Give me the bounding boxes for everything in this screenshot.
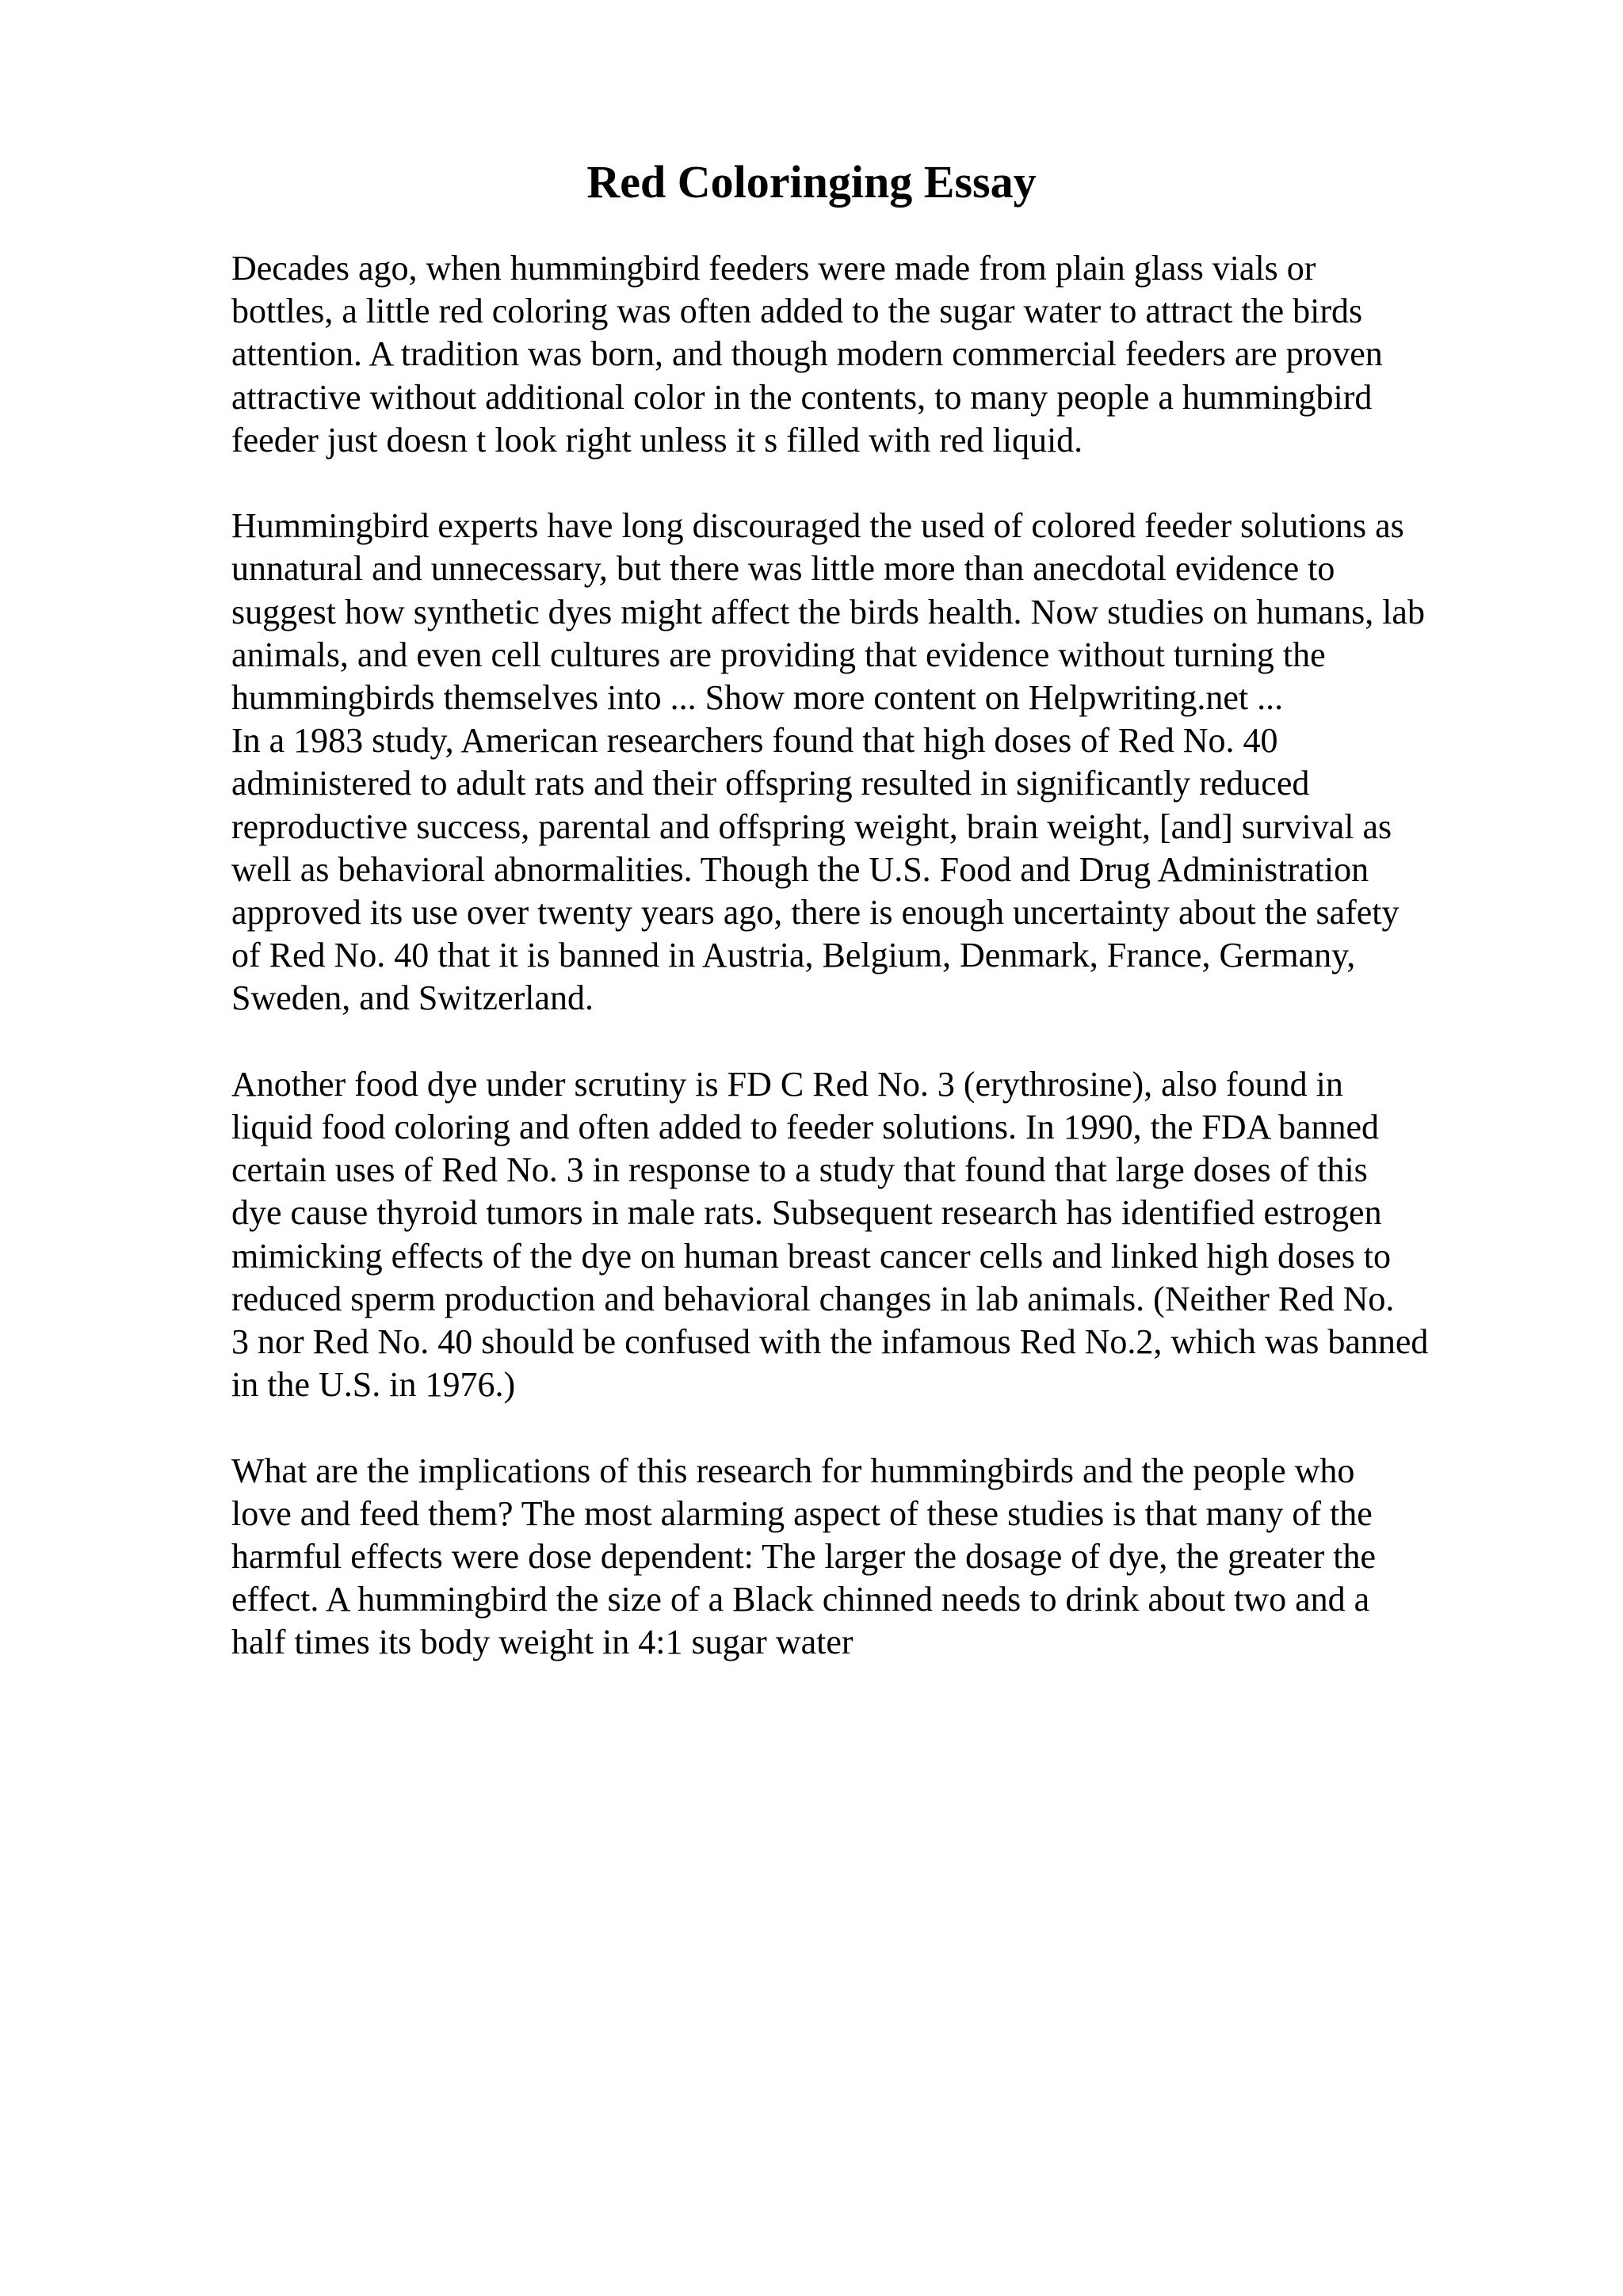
text-line: of Red No. 40 that it is banned in Austria, Belgium, Denmark, France, Germany, xyxy=(231,936,1356,975)
text-line: Hummingbird experts have long discouraged the used of colored feeder solutions as xyxy=(231,506,1404,546)
text-line: suggest how synthetic dyes might affect the birds health. Now studies on humans, lab xyxy=(231,592,1425,631)
text-line: well as behavioral abnormalities. Though the U.S. Food and Drug Administration xyxy=(231,849,1369,889)
text-line: bottles, a little red coloring was often added to the sugar water to attract the birds xyxy=(231,292,1363,331)
text-line: approved its use over twenty years ago, there is enough uncertainty about the safety xyxy=(231,893,1400,933)
text-line: half times its body weight in 4:1 sugar water xyxy=(231,1623,854,1662)
text-line: In a 1983 study, American researchers found that high doses of Red No. 40 xyxy=(231,721,1278,761)
text-line: dye cause thyroid tumors in male rats. Subsequent research has identified estrogen xyxy=(231,1193,1382,1233)
paragraph-4 xyxy=(231,1450,1539,1665)
text-line: Decades ago, when hummingbird feeders were made from plain glass vials or xyxy=(231,249,1316,288)
text-line: liquid food coloring and often added to feeder solutions. In 1990, the FDA banned xyxy=(231,1108,1380,1147)
text-line: feeder just doesn t look right unless it s filled with red liquid. xyxy=(231,420,1083,460)
text-line: mimicking effects of the dye on human breast cancer cells and linked high doses to xyxy=(231,1236,1391,1276)
text-line: Sweden, and Switzerland. xyxy=(231,978,594,1018)
text-line: in the U.S. in 1976.) xyxy=(231,1365,516,1405)
text-line: harmful effects were dose dependent: The larger the dosage of dye, the greater the xyxy=(231,1537,1377,1577)
text-line: hummingbirds themselves into ... Show more content on Helpwriting.net ... xyxy=(231,678,1284,718)
text-line: reduced sperm production and behavioral changes in lab animals. (Neither Red No. xyxy=(231,1279,1395,1318)
text-line: animals, and even cell cultures are providing that evidence without turning the xyxy=(231,635,1326,674)
text-line: reproductive success, parental and offspring weight, brain weight, [and] survival as xyxy=(231,807,1392,846)
paragraph-3 xyxy=(231,1063,1539,1407)
text-line: administered to adult rats and their offspring resulted in significantly reduced xyxy=(231,764,1310,803)
text-line: Another food dye under scrutiny is FD C Red No. 3 (erythrosine), also found in xyxy=(231,1064,1343,1104)
paragraph-gap xyxy=(231,1020,1539,1063)
paragraph-1 xyxy=(231,247,1539,462)
paragraph-gap xyxy=(231,1406,1539,1449)
text-line: What are the implications of this research for hummingbirds and the people who xyxy=(231,1451,1355,1490)
page-title: Red Coloringing Essay xyxy=(586,156,1037,208)
text-line: attention. A tradition was born, and though modern commercial feeders are proven xyxy=(231,334,1383,374)
text-line: love and feed them? The most alarming aspect of these studies is that many of the xyxy=(231,1493,1373,1533)
essay-body xyxy=(231,247,1539,1665)
paragraph-gap xyxy=(231,462,1539,505)
text-line: effect. A hummingbird the size of a Black chinned needs to drink about two and a xyxy=(231,1580,1370,1619)
text-line: attractive without additional color in the contents, to many people a hummingbird xyxy=(231,377,1373,417)
text-line: unnatural and unnecessary, but there was little more than anecdotal evidence to xyxy=(231,549,1335,589)
text-line: certain uses of Red No. 3 in response to a study that found that large doses of this xyxy=(231,1150,1368,1190)
paragraph-2 xyxy=(231,505,1539,1020)
text-line: 3 nor Red No. 40 should be confused with the infamous Red No.2, which was banned xyxy=(231,1322,1429,1362)
